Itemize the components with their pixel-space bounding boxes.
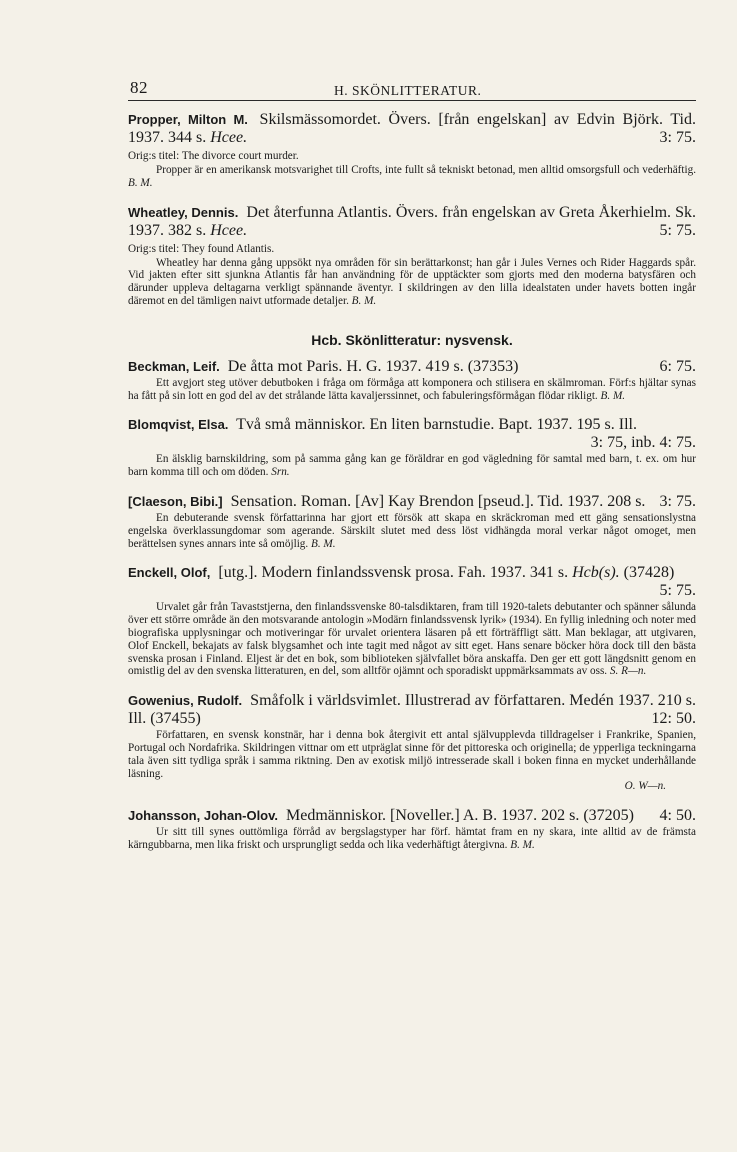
- entry-author: Gowenius, Rudolf.: [128, 693, 243, 709]
- entry-review: En debuterande svensk författarinna har gjort ett försök att skapa en skräckroman med ett gäng sensationslystna engelska överklassungdomar som agerande. Särskilt slutet med dess löst vidhängda moral verkar något omoget, men berättelsen synes annars inte så omöjlig. B. M.: [128, 511, 696, 550]
- entry-review: Urvalet går från Tavaststjerna, den finlandssvenske 80-talsdiktaren, fram till 1920-talets debutanter och spänner sålunda över ett större område än den motsvarande antologin »Modärn finlandssvensk lyrik» (1934). En fyllig inledning och noter med biografiska upplysningar och motiveringar för urvalet orientera läsaren på ett förträffligt sätt. Man beklagar, att utgivaren, Olof Enckell, bekajats av falsk blygsamhet och inte tagit med något av sitt eget. Hans senare böcker höra dock till den bästa svenska prosan i Finland. Eljest är det en bok, som biblioteken självfallet böra anskaffa. Den ger ett gott längdsnitt genom en omistlig del av den svenska litteraturen, en del, som alltför ojämnt och sporadiskt uppmärksammats av oss. S. R—n.: [128, 601, 696, 678]
- entry-review: Wheatley har denna gång uppsökt nya områden för sin berättarkonst; han går i Jules Vernes och Rider Haggards spår. Vid jakten efter sitt sjunkna Atlantis får han användning för de upptäckter som gjorts med den moderna batysfären och därunder uppleva deltagarna verkligt spännande äventyr. I skildringen av den lilla idealstaten under havets botten ingår däremot en del tämligen naivt utformade detaljer. B. M.: [128, 256, 696, 307]
- entry-review: Författaren, en svensk konstnär, har i denna bok återgivit ett antal självupplevda tilldragelser i Frankrike, Spanien, Portugal och Nordafrika. Skildringen vittnar om ett utpräglat sinne för det pittoreska och originella; de ypperliga teckningarna tala även sitt tydliga språk i samma riktning. Den av exotisk miljö intresserade skall i boken finna en mycket underhållande läsning. O. W—n.: [128, 729, 696, 793]
- entry-price: 6: 75.: [659, 357, 696, 375]
- entry-price: 5: 75.: [659, 582, 696, 600]
- entry-original-title: Orig:s titel: They found Atlantis.: [128, 242, 275, 255]
- entry-author: [Claeson, Bibi.]: [128, 493, 223, 509]
- page-number: 82: [130, 78, 148, 97]
- entry-title: Småfolk i världsvimlet. Illustrerad av författaren. Medén 1937. 210 s. Ill. (37455): [128, 692, 697, 728]
- entry-signature: B. M.: [510, 838, 535, 851]
- entry-price: 3: 75.: [659, 492, 696, 510]
- entry-beckman: [128, 358, 696, 403]
- entry-title-tail: (37428): [623, 564, 675, 582]
- running-head: [128, 76, 696, 101]
- entry-price: 4: 50.: [659, 807, 696, 825]
- entry-propper: [128, 111, 696, 190]
- entry-price: 3: 75.: [659, 129, 696, 146]
- entry-title: Det återfunna Atlantis. Övers. från engelskan av Greta Åkerhielm. Sk. 1937. 382 s.: [128, 203, 696, 239]
- entry-signature: B. M.: [128, 176, 153, 189]
- entry-review: Propper är en amerikansk motsvarighet till Crofts, inte fullt så tekniskt betonad, men alltid omsorgsfull och vederhäftig. B. M.: [128, 164, 696, 189]
- entry-pub-code: Hcee.: [210, 129, 248, 146]
- entry-signature: B. M.: [600, 389, 626, 402]
- entry-title: [utg.]. Modern finlandssvensk prosa. Fah. 1937. 341 s.: [218, 564, 569, 582]
- entry-pub-code: Hcb(s).: [572, 564, 620, 582]
- entry-review: Ur sitt till synes outtömliga förråd av bergslagstyper har förf. hämtat fram en ny skara, inte alltid av de främsta kärngubbarna, men lika friskt och ursprungligt sedda och lika vederhäftigt återgivna. B. M.: [128, 826, 696, 851]
- entry-pub-code: Hcee.: [210, 221, 248, 239]
- entry-author: Beckman, Leif.: [128, 358, 220, 374]
- entry-author: Johansson, Johan-Olov.: [128, 808, 279, 824]
- entry-signature: B. M.: [351, 294, 377, 307]
- entry-author: Propper, Milton M.: [128, 112, 248, 127]
- entry-author: Blomqvist, Elsa.: [128, 417, 229, 433]
- entry-signature: S. R—n.: [609, 665, 647, 678]
- entry-signature: B. M.: [311, 537, 336, 550]
- entry-price: 5: 75.: [659, 221, 696, 239]
- entry-title: Skilsmässomordet. Övers. [från engelskan] av Edvin Björk. Tid. 1937. 344 s.: [128, 111, 696, 146]
- entry-signature: O. W—n.: [624, 780, 666, 793]
- entry-title: Sensation. Roman. [Av] Kay Brendon [pseud.]. Tid. 1937. 208 s.: [230, 492, 646, 510]
- section-title: H. SKÖNLITTERATUR.: [334, 83, 482, 98]
- entry-title: Två små människor. En liten barnstudie. Bapt. 1937. 195 s. Ill.: [236, 416, 637, 434]
- entry-title: De åtta mot Paris. H. G. 1937. 419 s. (37353): [227, 357, 519, 375]
- subsection-heading: Hcb. Skönlitteratur: nysvensk.: [311, 331, 513, 348]
- entry-claeson: [128, 493, 696, 550]
- entry-title: Medmänniskor. [Noveller.] A. B. 1937. 202 s. (37205): [286, 807, 634, 825]
- entry-johansson: [128, 807, 696, 852]
- entry-gowenius: [128, 692, 696, 793]
- entry-author: Wheatley, Dennis.: [128, 204, 239, 220]
- entry-review: Ett avgjort steg utöver debutboken i fråga om förmåga att komponera och stilisera en skälmroman. Förf:s hjältar synas ha fått på sin lott en god del av det strålande lätta kavaljerssinnet, och fabuleringsförmågan flödar rikligt. B. M.: [128, 376, 696, 402]
- entry-price: 3: 75, inb. 4: 75.: [590, 434, 696, 452]
- entry-signature: Srn.: [271, 466, 290, 479]
- entry-review: En älsklig barnskildring, som på samma gång kan ge föräldrar en god vägledning för samtal med barn, t. ex. om hur barn komma till och om döden. Srn.: [128, 453, 696, 479]
- entry-blomqvist: [128, 416, 696, 479]
- entry-wheatley: [128, 204, 696, 308]
- page: [128, 76, 696, 852]
- entry-original-title: Orig:s titel: The divorce court murder.: [128, 150, 299, 162]
- entry-author: Enckell, Olof,: [128, 565, 211, 581]
- entry-enckell: [128, 564, 696, 678]
- entry-price: 12: 50.: [651, 710, 696, 728]
